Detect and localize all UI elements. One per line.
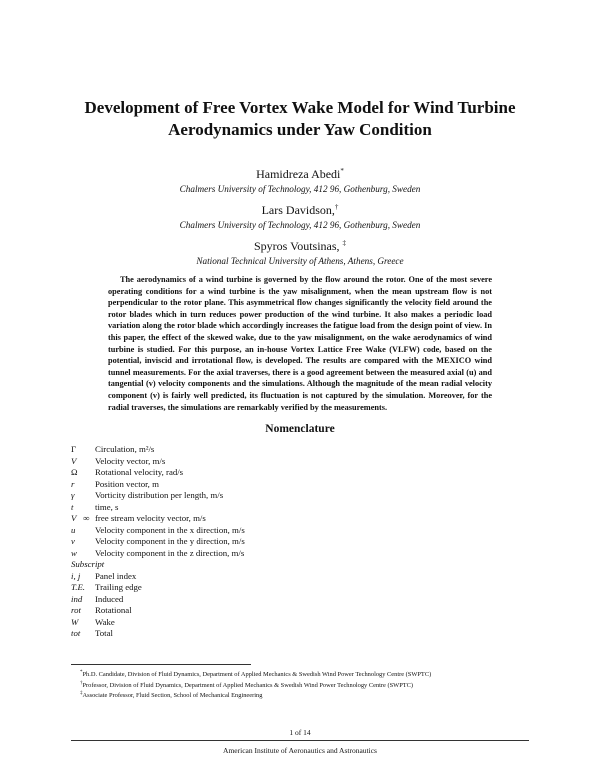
footnote: ‡Associate Professor, Fluid Section, School of Mechanical Engineering xyxy=(80,691,263,700)
author-affiliation: National Technical University of Athens, Athens, Greece xyxy=(196,256,404,266)
nomenclature-row: V⃗ Velocity vector, m/s xyxy=(71,455,166,466)
nomenclature-list xyxy=(71,444,371,640)
nomenclature-row: u Velocity component in the x direction, m/s xyxy=(71,524,245,535)
author-name: Hamidreza Abedi* xyxy=(256,167,344,181)
nomenclature-row: Γ Circulation, m²/s xyxy=(71,444,155,454)
paper-title xyxy=(60,97,540,141)
author-block xyxy=(100,163,500,271)
author-name: Lars Davidson,† xyxy=(261,203,339,217)
author-name: Spyros Voutsinas, ‡ xyxy=(253,239,347,253)
abstract: The aerodynamics of a wind turbine is governed by the flow around the rotor. One of the most severe operating conditions for a wind turbine is the yaw misalignment, when the mean upstream flow is not perpendicular to the rotor plane. This asymmetrical flow changes significantly the velocity field around the rotor blades which in turn reduces power production of the wind turbine. It also makes a periodic load variation along the rotor blade which accordingly increases the fatigue load from the design point of view. In this paper, the effect of the skewed wake, due to the yaw misalignment, on the wake aerodynamics of wind turbine is studied. For this purpose, an in-house Vortex Lattice Free Wake (VLFW) code, based on the potential, inviscid and irrotational flow, is developed. The results are compared with the MEXICO wind tunnel measurements. For the axial traverses, there is a good agreement between the measured axial (u) and tangential (v) velocity components and the simulations. Although the magnitude of the mean radial velocity component (v) is fairly well predicted, its fluctuation is not captured by the simulation. Moreover, for the radial traverses, the simulations are remarkably verified by the measurements. xyxy=(108,275,492,412)
nomenclature-row: Ω Rotational velocity, rad/s xyxy=(71,467,184,477)
nomenclature-row: V⃗∞ free stream velocity vector, m/s xyxy=(71,513,206,523)
author-affiliation: Chalmers University of Technology, 412 96, Gothenburg, Sweden xyxy=(179,184,421,194)
page-footer-divider xyxy=(71,740,529,741)
footnote-divider xyxy=(71,664,251,665)
subscript-row: W Wake xyxy=(71,616,115,627)
title-line-1: Development of Free Vortex Wake Model for Wind Turbine xyxy=(84,98,516,117)
page-number: 1 of 14 xyxy=(289,728,311,737)
nomenclature-row: t time, s xyxy=(71,501,119,512)
nomenclature-heading: Nomenclature xyxy=(265,423,335,435)
title-line-2: Aerodynamics under Yaw Condition xyxy=(168,120,432,139)
nomenclature-row: γ Vorticity distribution per length, m/s xyxy=(71,490,224,500)
publisher: American Institute of Aeronautics and Astronautics xyxy=(223,746,377,755)
subscript-row: T.E. Trailing edge xyxy=(71,582,142,592)
footnotes xyxy=(80,669,540,701)
nomenclature-row: v Velocity component in the y direction, m/s xyxy=(71,536,245,546)
footnote: *Ph.D. Candidate, Division of Fluid Dynamics, Department of Applied Mechanics & Swedish Wind Power Technology Centre (SWPTC) xyxy=(80,670,432,679)
nomenclature-row: w Velocity component in the z direction, m/s xyxy=(71,547,245,558)
subscript-label: Subscript xyxy=(71,559,105,569)
footnote: †Professor, Division of Fluid Dynamics, Department of Applied Mechanics & Swedish Wind Power Technology Centre (SWPTC) xyxy=(80,680,414,689)
subscript-row: ind Induced xyxy=(71,593,124,604)
author-affiliation: Chalmers University of Technology, 412 96, Gothenburg, Sweden xyxy=(179,220,421,230)
subscript-row: i, j Panel index xyxy=(71,570,137,581)
nomenclature-row: r⃗ Position vector, m xyxy=(71,478,159,489)
subscript-row: tot Total xyxy=(71,628,113,638)
subscript-row: rot Rotational xyxy=(71,605,132,615)
